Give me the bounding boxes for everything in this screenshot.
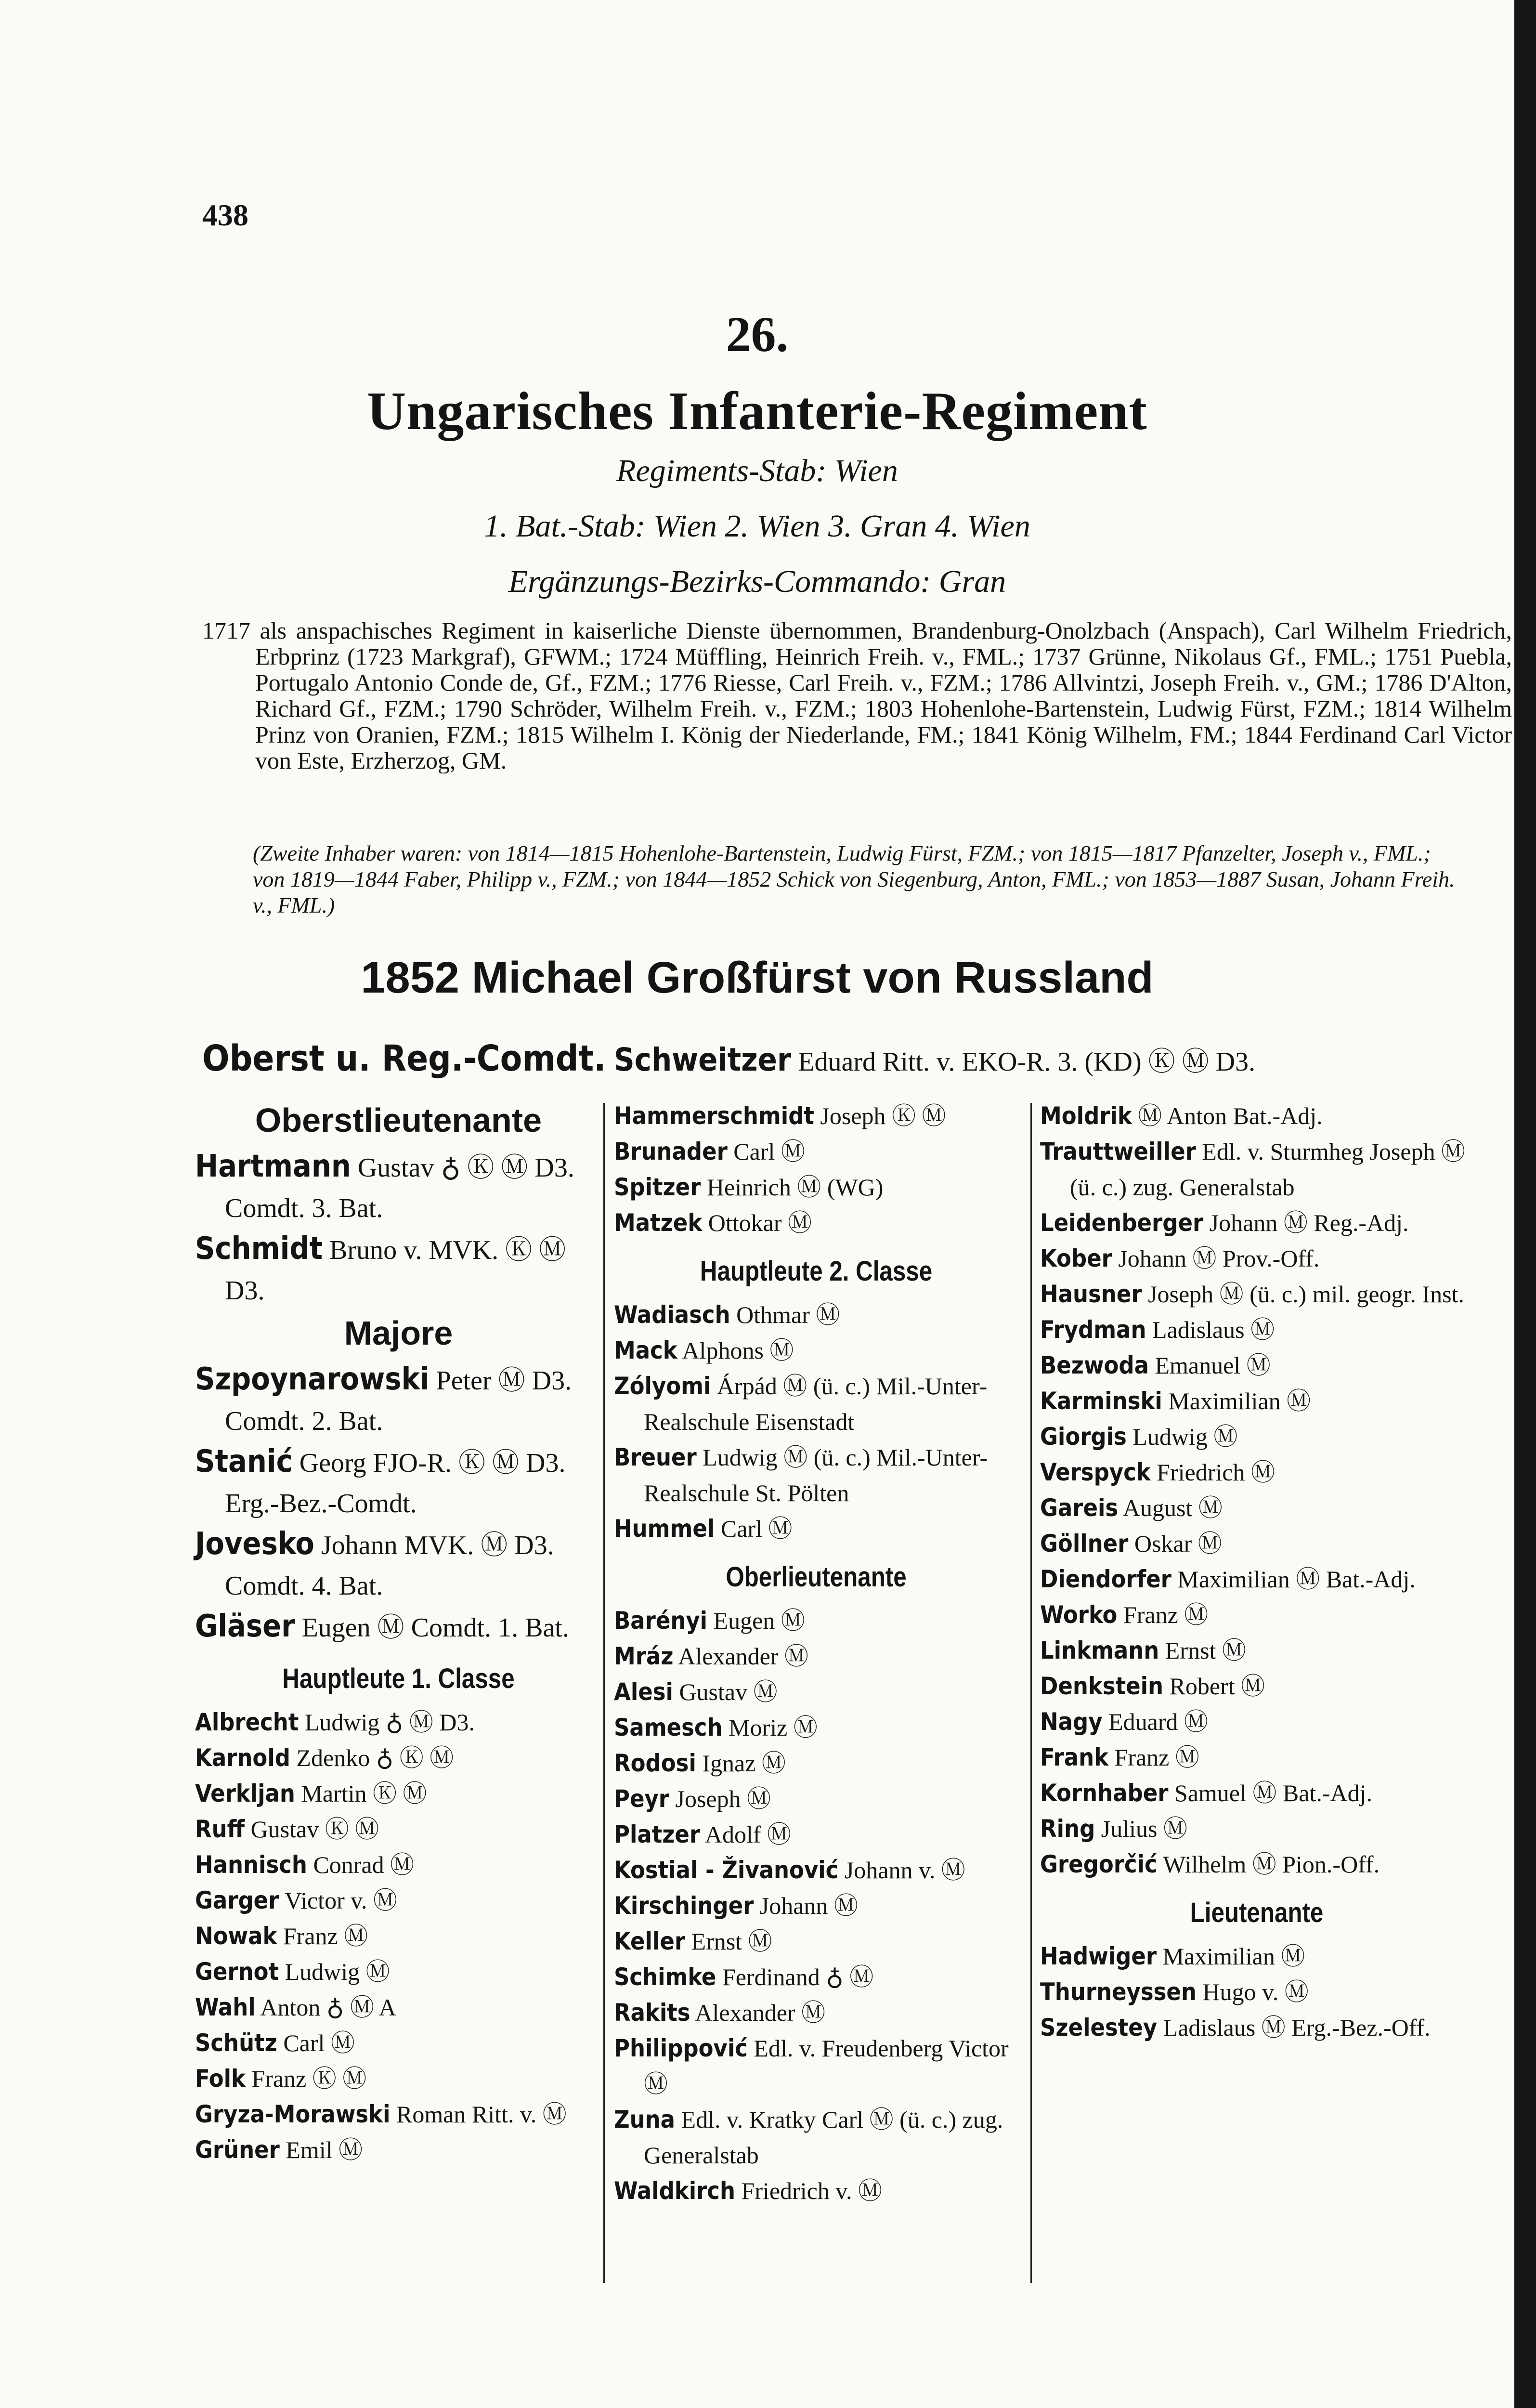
officer-surname: Hadwiger	[1040, 1942, 1157, 1970]
officer-details: Johann Ⓜ Reg.-Adj.	[1209, 1209, 1409, 1236]
officer-details: Conrad Ⓜ	[313, 1851, 415, 1878]
officer-details: Eduard Ⓜ	[1108, 1708, 1208, 1735]
officer-entry	[614, 1781, 1018, 1817]
officer-entry	[1040, 1312, 1473, 1348]
officer-entry	[614, 1169, 1018, 1205]
officer-surname: Moldrik	[1040, 1102, 1132, 1130]
officer-entry	[1040, 1276, 1473, 1312]
officer-details: Edl. v. Freudenberg Victor Ⓜ	[644, 2035, 1009, 2097]
officer-surname: Karnold	[195, 1744, 290, 1772]
officer-surname: Hartmann	[195, 1149, 351, 1184]
rank-heading: Lieutenante	[1190, 1897, 1324, 1928]
officer-details: Heinrich Ⓜ (WG)	[706, 1174, 884, 1201]
recruiting-district: Ergänzungs-Bezirks-Commando: Gran	[508, 564, 1006, 599]
officer-surname: Jovesko	[195, 1526, 314, 1562]
officer-surname: Frank	[1040, 1743, 1109, 1771]
officer-surname: Nowak	[195, 1922, 277, 1950]
officer-entry	[1040, 1633, 1473, 1668]
officer-details: Ignaz Ⓜ	[702, 1750, 786, 1777]
officer-surname: Mack	[614, 1336, 677, 1364]
officer-surname: Ruff	[195, 1815, 245, 1843]
officer-surname: Gryza-Morawski	[195, 2100, 391, 2128]
officer-details: Franz Ⓚ Ⓜ	[251, 2065, 367, 2092]
officer-details: Martin Ⓚ Ⓜ	[301, 1780, 427, 1807]
commander-details: Eduard Ritt. v. EKO-R. 3. (KD) Ⓚ Ⓜ D3.	[798, 1047, 1256, 1077]
officer-surname: Keller	[614, 1927, 686, 1955]
officer-entry	[1040, 1561, 1473, 1597]
officer-entry	[614, 1333, 1018, 1368]
officer-entry	[1040, 1811, 1473, 1846]
officer-surname: Karminski	[1040, 1387, 1162, 1415]
officer-surname: Frydman	[1040, 1316, 1146, 1344]
officer-details: Johann Ⓜ	[759, 1892, 858, 1919]
officer-entry	[614, 1297, 1018, 1333]
officer-entry	[195, 1847, 602, 1883]
officer-entry	[1040, 1740, 1473, 1775]
officer-surname: Waldkirch	[614, 2177, 736, 2205]
officer-surname: Samesch	[614, 1714, 723, 1741]
officer-surname: Worko	[1040, 1601, 1118, 1629]
officer-entry	[1040, 1348, 1473, 1383]
officer-details: Joseph Ⓜ	[675, 1785, 771, 1812]
rank-heading: Majore	[344, 1314, 453, 1352]
officer-surname: Gareis	[1040, 1494, 1119, 1522]
officer-details: Adolf Ⓜ	[704, 1821, 792, 1848]
officer-details: Peter Ⓜ D3. Comdt. 2. Bat.	[225, 1366, 572, 1436]
rank-heading: Hauptleute 2. Classe	[700, 1256, 933, 1287]
officer-surname: Linkmann	[1040, 1636, 1159, 1664]
officer-entry	[1040, 1938, 1473, 1974]
officer-entry	[614, 1852, 1018, 1888]
officer-entry	[1040, 1974, 1473, 2010]
officer-surname: Breuer	[614, 1443, 697, 1471]
officer-surname: Trauttweiller	[1040, 1138, 1196, 1165]
officer-entry	[614, 1924, 1018, 1959]
officer-surname: Verspyck	[1040, 1458, 1151, 1486]
officer-details: Franz Ⓜ	[1123, 1601, 1209, 1628]
officer-surname: Folk	[195, 2065, 246, 2093]
rank-heading: Hauptleute 1. Classe	[282, 1663, 515, 1694]
officer-entry	[195, 1954, 602, 1989]
officer-entry	[1040, 1098, 1473, 1134]
officer-entry	[1040, 1454, 1473, 1490]
officer-details: Roman Ritt. v. Ⓜ	[396, 2101, 567, 2128]
officer-surname: Gläser	[195, 1609, 295, 1644]
officer-details: Maximilian Ⓜ	[1162, 1943, 1305, 1970]
officer-details: Johann Ⓜ Prov.-Off.	[1118, 1245, 1320, 1272]
officer-entry	[195, 1704, 602, 1740]
officer-surname: Kober	[1040, 1244, 1112, 1272]
officer-surname: Spitzer	[614, 1173, 701, 1201]
officer-entry	[614, 1745, 1018, 1781]
officer-details: Bruno v. MVK. Ⓚ Ⓜ D3.	[225, 1235, 566, 1306]
colonel-label: Oberst u. Reg.-Comdt.	[202, 1038, 606, 1079]
officer-details: Franz Ⓜ	[1114, 1744, 1199, 1771]
officer-entry	[614, 1888, 1018, 1924]
officer-details: Zdenko ♁ Ⓚ Ⓜ	[296, 1744, 454, 1771]
officer-details: Árpád Ⓜ (ü. c.) Mil.-Unter-Realschule Eisenstadt	[644, 1373, 988, 1435]
regiment-number: 26.	[726, 307, 789, 362]
officer-entry	[1040, 2010, 1473, 2045]
officer-entry	[195, 1146, 602, 1229]
officer-surname: Zuna	[614, 2106, 676, 2133]
officer-details: Gustav Ⓜ	[679, 1678, 778, 1705]
officer-entry	[1040, 1383, 1473, 1419]
officer-details: Alexander Ⓜ	[695, 1999, 826, 2026]
officer-entry	[195, 1441, 602, 1524]
officer-surname: Garger	[195, 1886, 279, 1914]
officer-surname: Szelestey	[1040, 2014, 1158, 2042]
officer-entry	[1040, 1241, 1473, 1276]
officer-details: Joseph Ⓚ Ⓜ	[820, 1102, 946, 1129]
officer-entry	[195, 1606, 602, 1648]
officer-entry	[614, 1638, 1018, 1674]
regiment-history: 1717 als anspachisches Regiment in kaiserliche Dienste übernommen, Brandenburg-Onolzbach (Anspach), Carl Wilhelm Friedrich, Erbprinz (1723 Markgraf), GFWM.; 1724 Müffling, Heinrich Freih. v., FML.; 1737 Grünne, Nikolaus Gf., FML.; 1751 Puebla, Portugalo Antonio Conde de, Gf., FZM.; 1776 Riesse, Carl Freih. v., FZM.; 1786 Allvintzi, Joseph Freih. v., GM.; 1786 D'Alton, Richard Gf., FZM.; 1790 Schröder, Wilhelm Freih. v., FZM.; 1803 Hohenlohe-Bartenstein, Ludwig Fürst, FZM.; 1814 Wilhelm Prinz von Oranien, FZM.; 1815 Wilhelm I. König der Niederlande, FM.; 1841 König Wilhelm, FM.; 1844 Ferdinand Carl Victor von Este, Erzherzog, GM.	[202, 617, 1512, 773]
officer-entry	[195, 1811, 602, 1847]
officer-surname: Zólyomi	[614, 1372, 711, 1400]
rank-heading: Oberstlieutenante	[255, 1101, 542, 1139]
officer-surname: Giorgis	[1040, 1423, 1127, 1451]
officer-entry	[195, 2025, 602, 2061]
officer-surname: Brunader	[614, 1138, 728, 1165]
officer-column-1	[195, 1098, 602, 2168]
officer-details: Ludwig Ⓜ	[285, 1958, 390, 1985]
officer-entry	[614, 1368, 1018, 1440]
rank-heading: Oberlieutenante	[726, 1561, 907, 1593]
officer-surname: Leidenberger	[1040, 1209, 1204, 1237]
officer-details: Samuel Ⓜ Bat.-Adj.	[1174, 1780, 1372, 1806]
officer-details: Wilhelm Ⓜ Pion.-Off.	[1163, 1851, 1380, 1878]
officer-details: Alphons Ⓜ	[682, 1337, 794, 1364]
officer-details: Johann v. Ⓜ	[844, 1857, 965, 1884]
officer-surname: Verkljan	[195, 1780, 295, 1807]
officer-surname: Schimke	[614, 1963, 716, 1991]
officer-surname: Kornhaber	[1040, 1779, 1169, 1807]
officer-entry	[614, 1995, 1018, 2030]
officer-entry	[1040, 1704, 1473, 1740]
officer-details: Robert Ⓜ	[1169, 1673, 1265, 1700]
officer-surname: Stanić	[195, 1444, 293, 1479]
officer-details: Othmar Ⓜ	[736, 1301, 840, 1328]
officer-surname: Hausner	[1040, 1280, 1142, 1308]
officer-entry	[1040, 1134, 1473, 1205]
officer-surname: Matzek	[614, 1209, 703, 1237]
second-owners-note: (Zweite Inhaber waren: von 1814—1815 Hohenlohe-Bartenstein, Ludwig Fürst, FZM.; von 1815—1817 Pfanzelter, Joseph v., FML.; von 1819—1844 Faber, Philipp v., FZM.; von 1844—1852 Schick von Siegenburg, Anton, FML.; von 1853—1887 Susan, Johann Freih. v., FML.)	[253, 841, 1455, 917]
officer-entry	[195, 1776, 602, 1811]
officer-entry	[1040, 1846, 1473, 1882]
officer-entry	[195, 1883, 602, 1918]
officer-surname: Diendorfer	[1040, 1565, 1172, 1593]
officer-column-2	[614, 1098, 1018, 2209]
scan-edge	[1514, 0, 1536, 2408]
officer-details: Carl Ⓜ	[733, 1138, 805, 1165]
officer-details: Ladislaus Ⓜ Erg.-Bez.-Off.	[1163, 2014, 1431, 2041]
officer-entry	[614, 2030, 1018, 2102]
officer-details: Ⓜ Anton Bat.-Adj.	[1138, 1102, 1323, 1129]
officer-surname: Alesi	[614, 1678, 673, 1706]
officer-details: Ladislaus Ⓜ	[1152, 1316, 1275, 1343]
page-number: 438	[202, 198, 248, 232]
officer-entry	[1040, 1526, 1473, 1561]
officer-details: Moriz Ⓜ	[729, 1714, 818, 1741]
officer-entry	[195, 1740, 602, 1776]
officer-details: Victor v. Ⓜ	[284, 1887, 397, 1914]
officer-details: Hugo v. Ⓜ	[1202, 1978, 1309, 2005]
officer-entry	[614, 1098, 1018, 1134]
officer-details: Edl. v. Sturmheg Joseph Ⓜ (ü. c.) zug. Generalstab	[1070, 1138, 1466, 1201]
officer-surname: Platzer	[614, 1820, 701, 1848]
officer-surname: Thurneyssen	[1040, 1978, 1197, 2006]
officer-entry	[1040, 1490, 1473, 1526]
officer-entry	[614, 1959, 1018, 1995]
officer-entry	[1040, 1419, 1473, 1454]
officer-surname: Wadiasch	[614, 1301, 730, 1329]
officer-details: Friedrich v. Ⓜ	[741, 2177, 883, 2204]
officer-entry	[1040, 1775, 1473, 1811]
officer-entry	[614, 2102, 1018, 2173]
officer-entry	[614, 1440, 1018, 1511]
officer-details: Maximilian Ⓜ	[1168, 1387, 1311, 1414]
officer-entry	[1040, 1205, 1473, 1241]
officer-surname: Kirschinger	[614, 1892, 754, 1920]
officer-column-3	[1040, 1098, 1473, 2045]
officer-surname: Barényi	[614, 1607, 708, 1635]
officer-details: Ottokar Ⓜ	[708, 1209, 812, 1236]
officer-surname: Peyr	[614, 1785, 669, 1813]
officer-entry	[195, 1229, 602, 1311]
officer-details: Eugen Ⓜ Comdt. 1. Bat.	[301, 1613, 569, 1643]
battalion-staffs: 1. Bat.-Stab: Wien 2. Wien 3. Gran 4. Wien	[484, 509, 1030, 544]
officer-surname: Rodosi	[614, 1749, 696, 1777]
officer-surname: Göllner	[1040, 1530, 1129, 1557]
officer-surname: Rakits	[614, 1999, 690, 2027]
commander-name: Schweitzer	[614, 1041, 792, 1078]
officer-surname: Hammerschmidt	[614, 1102, 814, 1130]
officer-entry	[195, 1359, 602, 1441]
officer-details: Maximilian Ⓜ Bat.-Adj.	[1177, 1566, 1416, 1593]
officer-surname: Mráz	[614, 1642, 674, 1670]
officer-entry	[1040, 1668, 1473, 1704]
officer-details: Friedrich Ⓜ	[1157, 1459, 1275, 1486]
officer-details: Ludwig Ⓜ	[1132, 1423, 1238, 1450]
officer-surname: Ring	[1040, 1815, 1095, 1843]
officer-details: Edl. v. Kratky Carl Ⓜ (ü. c.) zug. Generalstab	[644, 2106, 1003, 2169]
officer-details: Franz Ⓜ	[283, 1923, 368, 1950]
officer-entry	[614, 1603, 1018, 1638]
officer-surname: Nagy	[1040, 1708, 1103, 1736]
officer-entry	[614, 1511, 1018, 1546]
officer-surname: Bezwoda	[1040, 1351, 1149, 1379]
officer-surname: Denkstein	[1040, 1672, 1164, 1700]
officer-surname: Szpoynarowski	[195, 1361, 430, 1397]
officer-surname: Schmidt	[195, 1231, 323, 1267]
column-divider	[603, 1103, 605, 2283]
officer-details: Gustav Ⓚ Ⓜ	[250, 1816, 379, 1843]
officer-details: Ludwig Ⓜ (ü. c.) Mil.-Unter-Realschule St. Pölten	[644, 1444, 988, 1506]
officer-details: Georg FJO-R. Ⓚ Ⓜ D3. Erg.-Bez.-Comdt.	[225, 1448, 566, 1518]
officer-details: Julius Ⓜ	[1101, 1815, 1187, 1842]
officer-entry	[1040, 1597, 1473, 1633]
officer-details: Alexander Ⓜ	[678, 1643, 808, 1670]
officer-details: Carl Ⓜ	[283, 2029, 355, 2056]
officer-entry	[614, 1674, 1018, 1710]
officer-entry	[614, 1205, 1018, 1241]
officer-entry	[195, 1524, 602, 1606]
officer-details: Oskar Ⓜ	[1134, 1530, 1222, 1557]
officer-entry	[195, 2096, 602, 2132]
officer-surname: Hummel	[614, 1515, 715, 1543]
officer-details: Emil Ⓜ	[286, 2136, 363, 2163]
officer-entry	[195, 1918, 602, 1954]
officer-details: Ferdinand ♁ Ⓜ	[722, 1963, 874, 1990]
officer-surname: Schütz	[195, 2029, 277, 2057]
officer-details: Anton ♁ Ⓜ A	[260, 1994, 396, 2021]
officer-details: Johann MVK. Ⓜ D3. Comdt. 4. Bat.	[225, 1531, 554, 1601]
officer-details: Gustav ♁ Ⓚ Ⓜ D3. Comdt. 3. Bat.	[225, 1153, 574, 1223]
officer-entry	[614, 1817, 1018, 1852]
officer-surname: Kostial - Živanović	[614, 1856, 839, 1884]
regiment-staff: Regiments-Stab: Wien	[616, 453, 898, 488]
officer-surname: Wahl	[195, 1993, 256, 2021]
column-divider	[1030, 1103, 1032, 2283]
regiment-owner: 1852 Michael Großfürst von Russland	[361, 953, 1154, 1002]
officer-surname: Philippović	[614, 2034, 748, 2062]
officer-details: Ernst Ⓜ	[1165, 1637, 1246, 1664]
officer-details: Eugen Ⓜ	[713, 1607, 805, 1634]
officer-surname: Albrecht	[195, 1708, 299, 1736]
officer-details: Carl Ⓜ	[720, 1515, 793, 1542]
regiment-title: Ungarisches Infanterie-Regiment	[367, 381, 1147, 441]
regiment-commander	[614, 1040, 1255, 1079]
officer-details: August Ⓜ	[1122, 1494, 1223, 1521]
officer-entry	[195, 2061, 602, 2096]
officer-details: Emanuel Ⓜ	[1155, 1352, 1271, 1379]
officer-surname: Gernot	[195, 1958, 279, 1986]
officer-surname: Hannisch	[195, 1851, 307, 1879]
officer-details: Ernst Ⓜ	[691, 1928, 772, 1955]
officer-entry	[614, 1134, 1018, 1169]
officer-entry	[614, 2173, 1018, 2209]
officer-surname: Gregorčić	[1040, 1850, 1158, 1878]
officer-surname: Grüner	[195, 2136, 280, 2164]
officer-details: Joseph Ⓜ (ü. c.) mil. geogr. Inst.	[1148, 1281, 1464, 1308]
officer-entry	[614, 1710, 1018, 1745]
officer-entry	[195, 2132, 602, 2168]
officer-details: Ludwig ♁ Ⓜ D3.	[304, 1709, 475, 1736]
officer-entry	[195, 1989, 602, 2025]
